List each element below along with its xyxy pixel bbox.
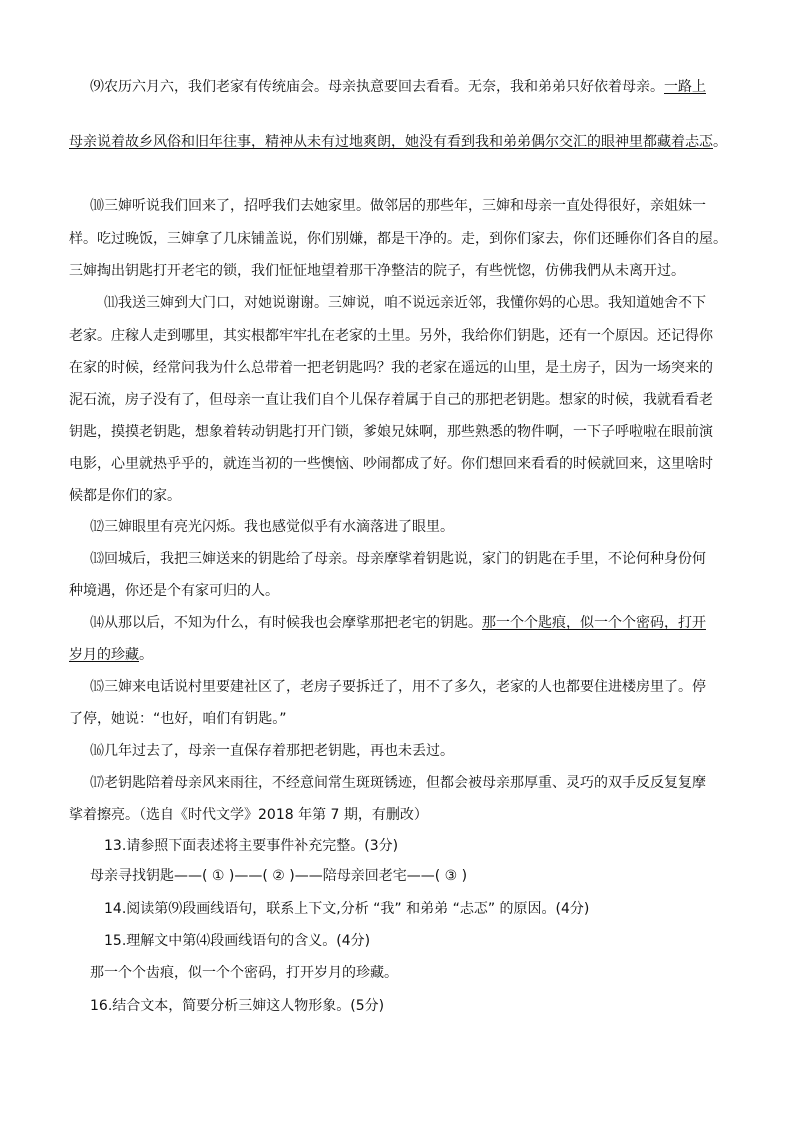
paragraph-16-line-1: ⒃几年过去了，母亲一直保存着那把老钥匙，再也未丢过。 [90, 743, 454, 759]
paragraph-13-line-1: ⒀回城后，我把三婶送来的钥匙给了母亲。母亲摩挲着钥匙说，家门的钥匙在手里，不论何种身份何 [90, 551, 706, 567]
paragraph-11-line-5: 钥匙，摸摸老钥匙，想象着转动钥匙打开门锁，爹娘兄妹啊，那些熟悉的物件啊，一下子呼啦啦在眼前演 [69, 424, 713, 440]
paragraph-11-line-4: 泥石流，房子没有了，但母亲一直让我们自个儿保存着属于自己的那把老钥匙。想家的时候，我就看看老 [69, 392, 713, 408]
paragraph-9-line-2 [69, 132, 727, 152]
paragraph-15-line-2: 了停，她说：“也好，咱们有钥匙。” [69, 711, 287, 727]
question-16: 16.结合文本，简要分析三婶这人物形象。(5分) [90, 998, 385, 1014]
paragraph-9-text: ⑼农历六月六，我们老家有传统庙会。母亲执意要回去看看。无奈，我和弟弟只好依着母亲。 [90, 79, 664, 95]
paragraph-10-line-1: ⑽三婶听说我们回来了，招呼我们去她家里。做邻居的那些年，三婶和母亲一直处得很好，亲姐妹一 [90, 198, 706, 214]
paragraph-11-line-7: 候都是你们的家。 [69, 488, 181, 504]
question-15-quote: 那一个个齿痕，似一个个密码，打开岁月的珍藏。 [90, 965, 398, 981]
paragraph-15-line-1: ⒂三婶来电话说村里要建社区了，老房子要拆迁了，用不了多久，老家的人也都要住进楼房里了。停 [90, 679, 706, 695]
paragraph-9-underlined-text: 一路上 [664, 79, 706, 95]
paragraph-10-line-3: 三婶掏出钥匙打开老宅的锁，我们怔怔地望着那干净整洁的院子，有些恍惚，仿佛我們从未离开过。 [69, 263, 685, 279]
paragraph-11-line-1: ⑾我送三婶到大门口，对她说谢谢。三婶说，咱不说远亲近邻，我懂你妈的心思。我知道她舍不下 [104, 295, 706, 311]
paragraph-11-line-2: 老家。庄稼人走到哪里，其实根都牢牢扎在老家的土里。另外，我给你们钥匙，还有一个原因。还记得你 [69, 328, 713, 344]
question-13-fill-line: 母亲寻找钥匙——( ① )——( ② )——陪母亲回老宅——( ③ ) [90, 868, 468, 884]
question-15: 15.理解文中第⑷段画线语句的含义。(4分) [104, 933, 371, 949]
paragraph-10-line-2: 样。吃过晚饭，三婶拿了几床铺盖说，你们别嫌，都是干净的。走，到你们家去，你们还睡你们各自的屋。 [69, 231, 727, 247]
paragraph-17-line-1: ⒄老钥匙陪着母亲风来雨往，不经意间常生斑斑锈迹，但都会被母亲那厚重、灵巧的双手反反复复摩 [90, 775, 706, 791]
paragraph-14-text: 。 [139, 647, 153, 663]
paragraph-12-line-1: ⑿三婶眼里有亮光闪烁。我也感觉似乎有水滴落进了眼里。 [90, 519, 454, 535]
paragraph-13-line-2: 种境遇，你还是个有家可归的人。 [69, 583, 279, 599]
paragraph-11-line-3: 在家的时候，经常问我为什么总带着一把老钥匙吗？我的老家在遥远的山里，是土房子，因为一场突来的 [69, 360, 713, 376]
paragraph-14-text: ⒁从那以后，不知为什么，有时候我也会摩挲那把老宅的钥匙。 [90, 615, 482, 631]
question-13: 13.请参照下面表述将主要事件补充完整。(3分) [104, 838, 399, 854]
question-14: 14.阅读第⑼段画线语句，联系上下文,分析 “我” 和弟弟 “忐忑” 的原因。(4分) [104, 901, 590, 917]
paragraph-14-underlined-text: 岁月的珍藏 [69, 647, 139, 663]
paragraph-14-underlined-text: 那一个个匙痕，似一个个密码，打开 [482, 615, 706, 631]
paragraph-11-line-6: 电影，心里就热乎乎的，就连当初的一些懊恼、吵闹都成了好。你们想回来看看的时候就回来，这里啥时 [69, 456, 713, 472]
paragraph-17-line-2: 挲着擦亮。（选自《时代文学》2018 年第 7 期，有删改） [69, 807, 428, 823]
paragraph-14-line-2 [69, 645, 153, 665]
paragraph-9-line-1 [90, 77, 706, 97]
paragraph-9-underlined-text: 母亲说着故乡风俗和旧年往事，精神从未有过地爽朗，她没有看到我和弟弟偶尔交汇的眼神里都藏着忐忑 [69, 134, 713, 150]
paragraph-9-text: 。 [713, 134, 727, 150]
paragraph-14-line-1 [90, 613, 706, 633]
